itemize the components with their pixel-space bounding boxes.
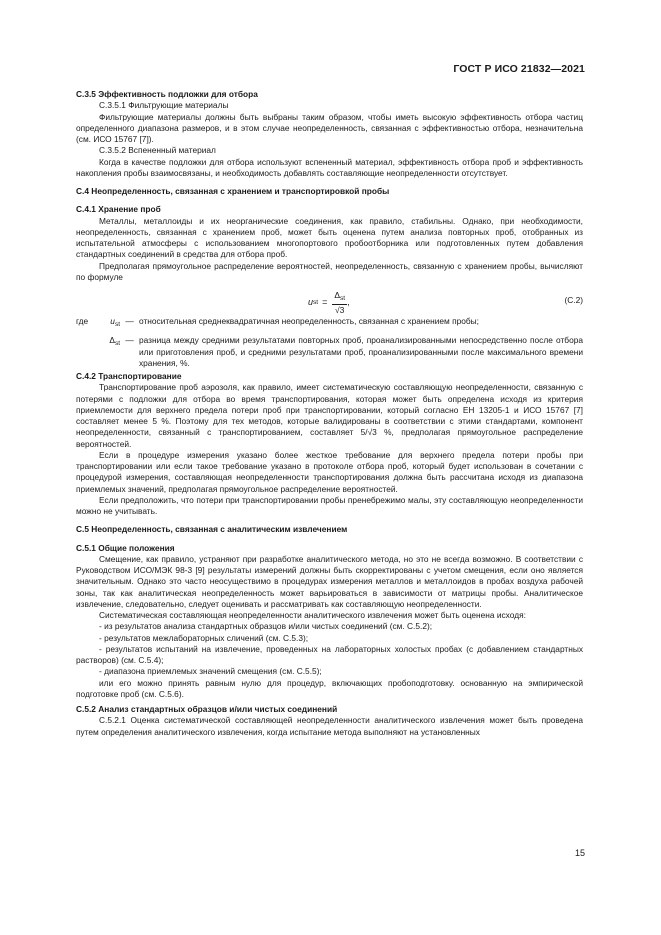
document-header: ГОСТ Р ИСО 21832—2021 bbox=[453, 63, 585, 75]
list-item: - из результатов анализа стандартных образцов и/или чистых соединений (см. С.5.2); bbox=[99, 621, 433, 632]
subsection-title-c352: С.3.5.2 Вспененный материал bbox=[99, 145, 216, 156]
formula-delta: Δ bbox=[334, 290, 341, 300]
where-row bbox=[76, 316, 583, 330]
formula-fraction bbox=[332, 290, 347, 315]
page-content bbox=[76, 89, 583, 738]
where-dash: — bbox=[125, 335, 134, 346]
equation-number: (С.2) bbox=[564, 295, 583, 305]
paragraph: С.5.2.1 Оценка систематической составляющей неопределенности аналитического извлечения может быть проведена путем определения аналитического извлечения, когда испытание метода выполняют на установленных bbox=[76, 715, 583, 737]
paragraph: Фильтрующие материалы должны быть выбраны таким образом, чтобы иметь высокую эффективность отбора частиц определенного диапазона размеров, и в этом случае неопределенность, связанная с эффективностью отбора, незначительна (см. ИСО 15767 [7]). bbox=[76, 111, 583, 144]
formula-numerator bbox=[332, 290, 347, 305]
where-dash: — bbox=[125, 316, 134, 326]
where-symbol-subscript: st bbox=[114, 321, 120, 328]
where-definition: относительная среднеквадратичная неопределенность, связанная с хранением пробы; bbox=[139, 316, 479, 326]
paragraph: Металлы, металлоиды и их неорганические соединения, как правило, стабильны. Однако, при необходимости, неопределенность, связанная с хранением проб, может быть оценена путем анализа повторных проб, отобранных из испытательной атмосферы с использованием многопортового пробоотборника или подготовленных путем добавления стандартных соединений в средства для отбора проб. bbox=[76, 215, 583, 260]
list-item: - диапазона приемлемых значений смещения (см. С.5.5); bbox=[99, 666, 322, 677]
subsection-title-c351: С.3.5.1 Фильтрующие материалы bbox=[99, 100, 229, 111]
where-label: где bbox=[76, 316, 89, 326]
paragraph: Если в процедуре измерения указано более жесткое требование для верхнего предела потери пробы при транспортировании или если такое требование указано в протоколе отбора проб, который будет использован в сочетании с процедурой измерения, составляющая неопределенности транспортирования должна быть рассчитана исходя из диапазона приемлемых значений, предполагая прямоугольное распределение вероятностей. bbox=[76, 449, 583, 494]
where-symbol bbox=[99, 316, 120, 330]
where-symbol-subscript: st bbox=[114, 340, 120, 348]
formula-symbol-u: u bbox=[308, 296, 314, 307]
where-definition: разница между средними результатами повторных проб, проанализированными непосредственно после отбора или приготовления проб, и средними результатами проб, проанализированными после максимального времени хранения, %. bbox=[139, 335, 583, 368]
formula-c2 bbox=[76, 287, 583, 315]
paragraph: Предполагая прямоугольное распределение вероятностей, неопределенность, связанную с хранением пробы, вычисляют по формуле bbox=[76, 260, 583, 282]
section-heading-c35: С.3.5 Эффективность подложки для отбора bbox=[76, 89, 258, 99]
section-heading-c52: С.5.2 Анализ стандартных образцов и/или чистых соединений bbox=[76, 704, 338, 714]
formula-denominator: √3 bbox=[335, 305, 345, 315]
formula-comma: , bbox=[347, 296, 350, 307]
list-item: - результатов испытаний на извлечение, проведенных на лабораторных холостых пробах (с добавлением стандартных растворов) (см. С.5.4); bbox=[76, 643, 583, 665]
where-row bbox=[76, 335, 583, 369]
section-heading-c51: С.5.1 Общие положения bbox=[76, 542, 175, 553]
paragraph: или его можно принять равным нулю для процедур, включающих пробоподготовку. основанную на эмпирической подготовке проб (см. С.5.6). bbox=[76, 677, 583, 699]
paragraph: Если предположить, что потери при транспортировании пробы пренебрежимо малы, эту составляющую неопределенности можно не учитывать. bbox=[76, 494, 583, 516]
formula-expression bbox=[308, 290, 350, 315]
paragraph: Систематическая составляющая неопределенности аналитического извлечения может быть оценена исходя: bbox=[99, 610, 526, 620]
section-heading-c41: С.4.1 Хранение проб bbox=[76, 204, 161, 215]
formula-equals: = bbox=[322, 296, 328, 307]
where-symbol-text: u bbox=[110, 316, 115, 326]
where-symbol-text: Δ bbox=[109, 335, 115, 346]
paragraph: Смещение, как правило, устраняют при разработке аналитического метода, но это не всегда возможно. В соответствии с Руководством ИСО/МЭК 98-3 [9] результаты измерений должны быть скорректированы с учетом смещения, если оно является значительным. Однако это часто неосуществимо в процедурах измерения металлов и металлоидов в пробах воздуха рабочей зоны, так как аналитическая неопределенность может варьироваться в зависимости от матрицы пробы. Аналитическое извлечение, следовательно, следует оценивать и рассматривать как составляющую неопределенности. bbox=[76, 553, 583, 609]
paragraph: Когда в качестве подложки для отбора используют вспененный материал, эффективность отбора проб и эффективность накопления пробы взаимосвязаны, и необходимость добавлять составляющие неопределенности отсутствует. bbox=[76, 156, 583, 178]
section-heading-c4: С.4 Неопределенность, связанная с хранением и транспортировкой пробы bbox=[76, 186, 390, 196]
formula-subscript: st bbox=[313, 298, 319, 306]
list-item: - результатов межлабораторных сличений (см. С.5.3); bbox=[99, 632, 309, 643]
section-heading-c5: С.5 Неопределенность, связанная с аналитическим извлечением bbox=[76, 524, 348, 535]
section-heading-c42: С.4.2 Транспортирование bbox=[76, 371, 182, 381]
page-number: 15 bbox=[574, 848, 585, 858]
where-symbol bbox=[99, 335, 120, 369]
paragraph: Транспортирование проб аэрозоля, как правило, имеет систематическую составляющую неопределенности, связанную с потерями с подложки для отбора во время транспортирования, которая может быть определена исходя из критерия приемлемости для верхнего предела потери проб при транспортировании, который согласно ЕН 13205-1 и ИСО 15767 [7] составляет менее 5 %. Поэтому для тех методов, которые валидированы в соответствии с этими стандартами, компонент неопределенности, связанный с транспортированием, составляет 5/√3 %, предполагая прямоугольное распределение вероятностей. bbox=[76, 382, 583, 449]
formula-numerator-subscript: st bbox=[340, 295, 346, 302]
